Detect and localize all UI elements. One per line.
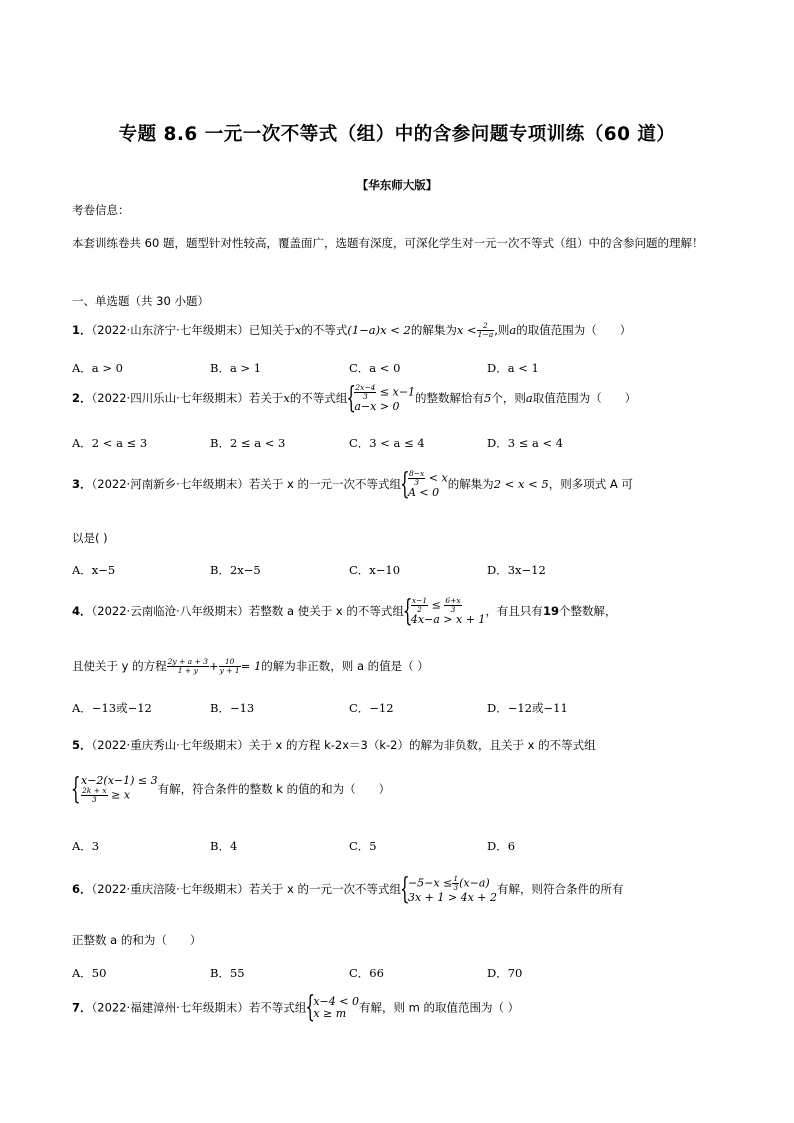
question-1: 1．（2022·山东济宁·七年级期末）已知关于x的不等式(1−a)x < 2的解集为x < $\frac{2}{1-a}$ ,则a的取值范围为（ ） [72,321,632,339]
question-source: （2022·云南临沧·八年级期末） [91,604,249,618]
option-a[interactable]: A．3 [72,839,100,853]
question-5: 5．（2022·重庆秀山·七年级期末）关于 x 的方程 k-2x＝3（k-2）的解为非负数，且关于 x 的不等式组 [72,738,596,752]
question-6: 6．（2022·重庆涪陵·七年级期末）若关于 x 的一元一次不等式组 { −5−x ≤ $\frac{1}{3}$ (x−a) 3x + 1 > 4x + 2 有解，则符合条件的所有 [72,875,732,904]
inequality-system: { $\frac{2x-4}{3}$ ≤ x−1 a−x > 0 [347,384,415,413]
edition-label: 【华东师大版】 [356,178,438,192]
option-c[interactable]: C．66 [349,966,384,980]
option-b[interactable]: B．2x−5 [210,563,261,577]
question-source: （2022·四川乐山·七年级期末） [91,391,249,405]
inequality-system: { x−4 < 0 x ≥ m [306,996,359,1020]
fraction: $\frac{2}{1-a}$ [477,321,494,339]
option-d[interactable]: D．6 [487,839,516,853]
option-c[interactable]: C．3 < a ≤ 4 [349,436,425,450]
question-source: （2022·福建漳州·七年级期末） [91,1000,249,1015]
question-7: 7．（2022·福建漳州·七年级期末）若不等式组 { x−4 < 0 x ≥ m 有解，则 m 的取值范围为（ ） [72,996,732,1020]
inequality-system: { $\frac{x-1}{2}$ ≤ $\frac{6+x}{3}$ 4x−a > x + 1 [404,597,486,626]
option-d[interactable]: D．3x−12 [487,563,546,577]
option-c[interactable]: C．a < 0 [349,361,401,375]
fraction: $\frac{10}{y + 1}$ [219,657,240,675]
option-b[interactable]: B．55 [210,966,245,980]
option-b[interactable]: B．4 [210,839,238,853]
info-text: 本套训练卷共 60 题，题型针对性较高，覆盖面广，选题有深度，可深化学生对一元一次不等式（组）中的含参问题的理解！ [72,236,704,250]
option-d[interactable]: D．−12或−11 [487,701,568,715]
fraction: $\frac{2y + a + 3}{1 + y}$ [167,657,208,675]
option-c[interactable]: C．x−10 [349,563,401,577]
option-a[interactable]: A．50 [72,966,107,980]
section-heading: 一、单选题（共 30 小题） [72,294,209,308]
option-b[interactable]: B．−13 [210,701,255,715]
option-c[interactable]: C．5 [349,839,377,853]
option-a[interactable]: A．2 < a ≤ 3 [72,436,148,450]
question-3: 3．（2022·河南新乡·七年级期末）若关于 x 的一元一次不等式组 { $\frac{8-x}{3}$ < x A < 0 的解集为2 < x < 5，则多项式 A 可 [72,470,732,499]
option-c[interactable]: C．−12 [349,701,394,715]
inequality-system: { x−2(x−1) ≤ 3 $\frac{2k + x}{3}$ ≥ x [72,775,158,804]
option-d[interactable]: D．70 [487,966,523,980]
question-3-continued: 以是( ) [72,531,108,545]
question-source: （2022·山东济宁·七年级期末） [91,323,249,337]
inequality-system: { $\frac{8-x}{3}$ < x A < 0 [401,470,448,499]
option-d[interactable]: D．a < 1 [487,361,539,375]
info-label: 考卷信息： [72,203,130,217]
question-source: （2022·河南新乡·七年级期末） [91,477,249,491]
question-4-continued: 且使关于 y 的方程 $\frac{2y + a + 3}{1 + y}$ + $\frac{10}{y + 1}$ = 1的解为非正数，则 a 的值是（ ） [72,657,429,675]
question-5-continued: { x−2(x−1) ≤ 3 $\frac{2k + x}{3}$ ≥ x 有解，符合条件的整数 k 的值的和为（ ） [72,775,732,804]
question-source: （2022·重庆涪陵·七年级期末） [91,882,249,896]
option-d[interactable]: D．3 ≤ a < 4 [487,436,564,450]
page-title: 专题 8.6 一元一次不等式（组）中的含参问题专项训练（60 道） [118,124,676,145]
question-2: 2．（2022·四川乐山·七年级期末）若关于x的不等式组 { $\frac{2x-4}{3}$ ≤ x−1 a−x > 0 的整数解恰有5个，则a取值范围为（ ） [72,384,732,413]
option-b[interactable]: B．a > 1 [210,361,262,375]
question-6-continued: 正整数 a 的和为（ ） [72,933,202,947]
inequality-system: { −5−x ≤ $\frac{1}{3}$ (x−a) 3x + 1 > 4x + 2 [401,875,497,904]
question-source: （2022·重庆秀山·七年级期末） [91,738,249,752]
option-a[interactable]: A．a > 0 [72,361,123,375]
option-a[interactable]: A．−13或−12 [72,701,152,715]
option-b[interactable]: B．2 ≤ a < 3 [210,436,286,450]
math-expression: (1−a)x < 2 [347,323,411,337]
option-a[interactable]: A．x−5 [72,563,116,577]
question-4: 4．（2022·云南临沧·八年级期末）若整数 a 使关于 x 的不等式组 { $\frac{x-1}{2}$ ≤ $\frac{6+x}{3}$ 4x−a > x + 1 ，有且只有19个整数解， [72,597,732,626]
